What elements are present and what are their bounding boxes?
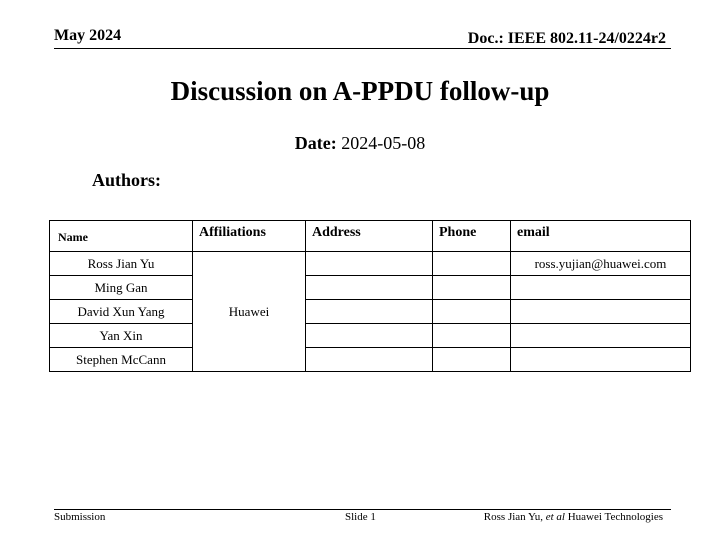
author-address [306,276,433,300]
author-phone [433,276,511,300]
document-id: Doc.: IEEE 802.11-24/0224r2 [467,30,666,47]
author-phone [433,252,511,276]
author-address [306,300,433,324]
date-line [0,133,720,154]
footer-divider [54,509,671,510]
author-name: David Xun Yang [50,300,193,324]
column-header-name: Name [50,221,193,252]
author-email [511,324,691,348]
table-row [50,348,691,372]
author-address [306,324,433,348]
author-email [511,276,691,300]
author-name: Ross Jian Yu [50,252,193,276]
author-email [511,300,691,324]
date-value: 2024-05-08 [341,133,426,153]
author-phone [433,324,511,348]
slide-title: Discussion on A-PPDU follow-up [170,76,550,106]
author-name: Ming Gan [50,276,193,300]
header-date: May 2024 [54,27,122,44]
author-name: Stephen McCann [50,348,193,372]
footer-author-name: Ross Jian Yu, [483,511,546,523]
table-row [50,252,691,276]
table-row [50,300,691,324]
table-row [50,324,691,348]
header-divider [54,48,671,49]
footer-author-credit [484,511,663,523]
footer-et-al: et al [545,511,565,523]
slide-number: Slide 1 [345,511,376,523]
author-address [306,348,433,372]
author-email [511,348,691,372]
column-header-email: email [511,221,691,252]
authors-table [49,220,691,372]
date-label: Date: [294,133,337,153]
table-header-row [50,221,691,252]
footer-submission: Submission [54,511,106,523]
author-address [306,252,433,276]
author-phone [433,348,511,372]
author-email: ross.yujian@huawei.com [511,252,691,276]
author-phone [433,300,511,324]
table-row [50,276,691,300]
author-name: Yan Xin [50,324,193,348]
footer-organization: Huawei Technologies [564,511,663,523]
author-affiliation: Huawei [193,252,306,372]
authors-label: Authors: [92,170,162,190]
column-header-affiliations: Affiliations [193,221,306,252]
column-header-address: Address [306,221,433,252]
column-header-phone: Phone [433,221,511,252]
